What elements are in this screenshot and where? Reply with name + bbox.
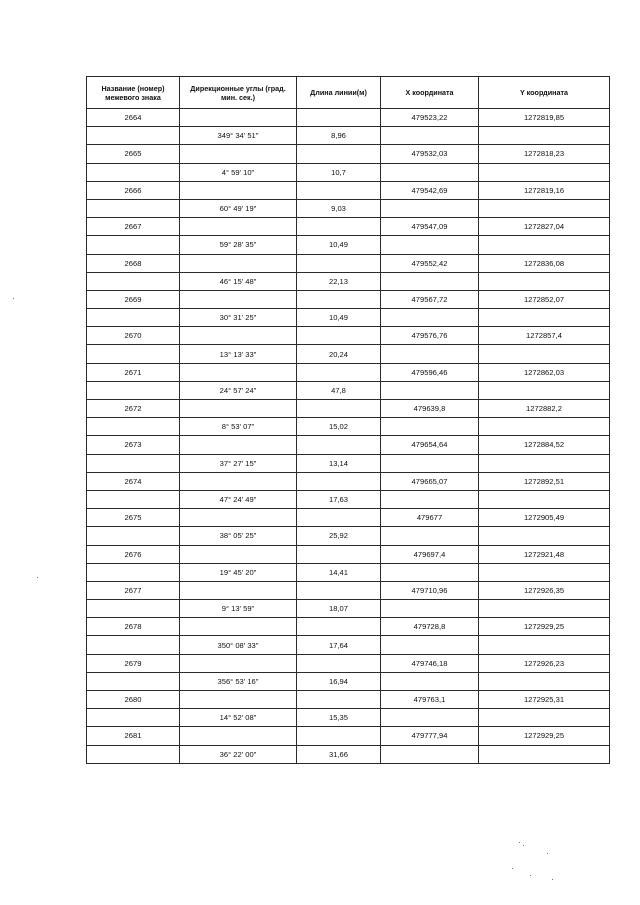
direction-angle-cell: 59° 28' 35" bbox=[180, 236, 297, 254]
empty-x-cell bbox=[381, 490, 479, 508]
segment-row bbox=[87, 600, 610, 618]
direction-angle-cell: 8° 53' 07" bbox=[180, 418, 297, 436]
scan-speck bbox=[37, 577, 38, 578]
scan-speck bbox=[530, 875, 531, 876]
empty-name-cell bbox=[87, 600, 180, 618]
point-row bbox=[87, 181, 610, 199]
empty-x-cell bbox=[381, 199, 479, 217]
empty-name-cell bbox=[87, 345, 180, 363]
header-y-coordinate: Y координата bbox=[479, 77, 610, 109]
point-row bbox=[87, 254, 610, 272]
segment-row bbox=[87, 563, 610, 581]
direction-angle-cell: 349° 34' 51" bbox=[180, 127, 297, 145]
x-coordinate-cell: 479677 bbox=[381, 509, 479, 527]
empty-name-cell bbox=[87, 563, 180, 581]
y-coordinate-cell: 1272882,2 bbox=[479, 400, 610, 418]
empty-length-cell bbox=[297, 254, 381, 272]
empty-length-cell bbox=[297, 472, 381, 490]
empty-name-cell bbox=[87, 127, 180, 145]
point-name-cell: 2681 bbox=[87, 727, 180, 745]
empty-name-cell bbox=[87, 636, 180, 654]
segment-row bbox=[87, 345, 610, 363]
empty-y-cell bbox=[479, 199, 610, 217]
point-row bbox=[87, 581, 610, 599]
empty-y-cell bbox=[479, 163, 610, 181]
line-length-cell: 17,64 bbox=[297, 636, 381, 654]
empty-name-cell bbox=[87, 490, 180, 508]
y-coordinate-cell: 1272929,25 bbox=[479, 727, 610, 745]
direction-angle-cell: 9° 13' 59" bbox=[180, 600, 297, 618]
empty-length-cell bbox=[297, 290, 381, 308]
y-coordinate-cell: 1272925,31 bbox=[479, 691, 610, 709]
empty-angle-cell bbox=[180, 218, 297, 236]
direction-angle-cell: 13° 13' 33" bbox=[180, 345, 297, 363]
point-name-cell: 2667 bbox=[87, 218, 180, 236]
empty-x-cell bbox=[381, 163, 479, 181]
y-coordinate-cell: 1272929,25 bbox=[479, 618, 610, 636]
empty-name-cell bbox=[87, 527, 180, 545]
point-row bbox=[87, 290, 610, 308]
empty-angle-cell bbox=[180, 254, 297, 272]
point-name-cell: 2668 bbox=[87, 254, 180, 272]
point-name-cell: 2677 bbox=[87, 581, 180, 599]
line-length-cell: 10,49 bbox=[297, 309, 381, 327]
point-name-cell: 2674 bbox=[87, 472, 180, 490]
y-coordinate-cell: 1272857,4 bbox=[479, 327, 610, 345]
empty-x-cell bbox=[381, 745, 479, 763]
x-coordinate-cell: 479697,4 bbox=[381, 545, 479, 563]
empty-length-cell bbox=[297, 436, 381, 454]
empty-angle-cell bbox=[180, 509, 297, 527]
empty-name-cell bbox=[87, 236, 180, 254]
direction-angle-cell: 37° 27' 15" bbox=[180, 454, 297, 472]
empty-length-cell bbox=[297, 618, 381, 636]
line-length-cell: 15,35 bbox=[297, 709, 381, 727]
empty-name-cell bbox=[87, 418, 180, 436]
table-body bbox=[87, 109, 610, 764]
point-name-cell: 2673 bbox=[87, 436, 180, 454]
x-coordinate-cell: 479746,18 bbox=[381, 654, 479, 672]
x-coordinate-cell: 479763,1 bbox=[381, 691, 479, 709]
segment-row bbox=[87, 199, 610, 217]
empty-angle-cell bbox=[180, 581, 297, 599]
line-length-cell: 14,41 bbox=[297, 563, 381, 581]
empty-length-cell bbox=[297, 181, 381, 199]
empty-x-cell bbox=[381, 454, 479, 472]
empty-angle-cell bbox=[180, 618, 297, 636]
line-length-cell: 10,49 bbox=[297, 236, 381, 254]
line-length-cell: 47,8 bbox=[297, 381, 381, 399]
direction-angle-cell: 14° 52' 08" bbox=[180, 709, 297, 727]
point-name-cell: 2669 bbox=[87, 290, 180, 308]
line-length-cell: 8,96 bbox=[297, 127, 381, 145]
empty-y-cell bbox=[479, 345, 610, 363]
empty-angle-cell bbox=[180, 109, 297, 127]
scan-speck bbox=[523, 845, 524, 846]
x-coordinate-cell: 479567,72 bbox=[381, 290, 479, 308]
boundary-coordinates-table bbox=[86, 76, 610, 764]
empty-x-cell bbox=[381, 309, 479, 327]
direction-angle-cell: 46° 15' 48" bbox=[180, 272, 297, 290]
point-row bbox=[87, 327, 610, 345]
empty-name-cell bbox=[87, 745, 180, 763]
line-length-cell: 20,24 bbox=[297, 345, 381, 363]
line-length-cell: 22,13 bbox=[297, 272, 381, 290]
scan-speck bbox=[13, 298, 14, 299]
direction-angle-cell: 38° 05' 25" bbox=[180, 527, 297, 545]
line-length-cell: 25,92 bbox=[297, 527, 381, 545]
x-coordinate-cell: 479523,22 bbox=[381, 109, 479, 127]
empty-y-cell bbox=[479, 527, 610, 545]
segment-row bbox=[87, 309, 610, 327]
empty-y-cell bbox=[479, 672, 610, 690]
y-coordinate-cell: 1272836,08 bbox=[479, 254, 610, 272]
x-coordinate-cell: 479654,64 bbox=[381, 436, 479, 454]
empty-y-cell bbox=[479, 745, 610, 763]
scan-speck bbox=[519, 842, 520, 843]
empty-length-cell bbox=[297, 545, 381, 563]
y-coordinate-cell: 1272905,49 bbox=[479, 509, 610, 527]
point-name-cell: 2679 bbox=[87, 654, 180, 672]
direction-angle-cell: 24° 57' 24" bbox=[180, 381, 297, 399]
empty-name-cell bbox=[87, 672, 180, 690]
point-name-cell: 2672 bbox=[87, 400, 180, 418]
empty-angle-cell bbox=[180, 545, 297, 563]
point-row bbox=[87, 109, 610, 127]
empty-name-cell bbox=[87, 272, 180, 290]
point-row bbox=[87, 218, 610, 236]
x-coordinate-cell: 479576,76 bbox=[381, 327, 479, 345]
segment-row bbox=[87, 527, 610, 545]
line-length-cell: 17,63 bbox=[297, 490, 381, 508]
x-coordinate-cell: 479710,96 bbox=[381, 581, 479, 599]
empty-name-cell bbox=[87, 199, 180, 217]
line-length-cell: 9,03 bbox=[297, 199, 381, 217]
empty-angle-cell bbox=[180, 691, 297, 709]
empty-y-cell bbox=[479, 236, 610, 254]
y-coordinate-cell: 1272819,16 bbox=[479, 181, 610, 199]
header-direction-angle: Дирекционные углы (град. мин. сек.) bbox=[180, 77, 297, 109]
empty-x-cell bbox=[381, 381, 479, 399]
empty-name-cell bbox=[87, 309, 180, 327]
segment-row bbox=[87, 454, 610, 472]
empty-length-cell bbox=[297, 327, 381, 345]
direction-angle-cell: 47° 24' 49" bbox=[180, 490, 297, 508]
empty-length-cell bbox=[297, 218, 381, 236]
x-coordinate-cell: 479777,94 bbox=[381, 727, 479, 745]
scan-speck bbox=[547, 853, 548, 854]
direction-angle-cell: 356° 53' 16" bbox=[180, 672, 297, 690]
empty-y-cell bbox=[479, 600, 610, 618]
point-row bbox=[87, 727, 610, 745]
empty-name-cell bbox=[87, 381, 180, 399]
empty-x-cell bbox=[381, 272, 479, 290]
point-row bbox=[87, 436, 610, 454]
empty-x-cell bbox=[381, 709, 479, 727]
empty-length-cell bbox=[297, 400, 381, 418]
y-coordinate-cell: 1272818,23 bbox=[479, 145, 610, 163]
empty-y-cell bbox=[479, 381, 610, 399]
empty-x-cell bbox=[381, 672, 479, 690]
y-coordinate-cell: 1272892,51 bbox=[479, 472, 610, 490]
direction-angle-cell: 36° 22' 00" bbox=[180, 745, 297, 763]
scan-speck bbox=[552, 879, 553, 880]
line-length-cell: 18,07 bbox=[297, 600, 381, 618]
segment-row bbox=[87, 418, 610, 436]
segment-row bbox=[87, 636, 610, 654]
y-coordinate-cell: 1272819,85 bbox=[479, 109, 610, 127]
empty-length-cell bbox=[297, 509, 381, 527]
point-row bbox=[87, 618, 610, 636]
empty-length-cell bbox=[297, 109, 381, 127]
table-header-row bbox=[87, 77, 610, 109]
empty-length-cell bbox=[297, 145, 381, 163]
line-length-cell: 13,14 bbox=[297, 454, 381, 472]
empty-y-cell bbox=[479, 709, 610, 727]
empty-y-cell bbox=[479, 454, 610, 472]
x-coordinate-cell: 479542,69 bbox=[381, 181, 479, 199]
point-name-cell: 2671 bbox=[87, 363, 180, 381]
segment-row bbox=[87, 672, 610, 690]
empty-length-cell bbox=[297, 691, 381, 709]
direction-angle-cell: 30° 31' 25" bbox=[180, 309, 297, 327]
empty-x-cell bbox=[381, 527, 479, 545]
empty-x-cell bbox=[381, 600, 479, 618]
segment-row bbox=[87, 272, 610, 290]
line-length-cell: 16,94 bbox=[297, 672, 381, 690]
empty-name-cell bbox=[87, 454, 180, 472]
y-coordinate-cell: 1272926,23 bbox=[479, 654, 610, 672]
empty-x-cell bbox=[381, 636, 479, 654]
point-name-cell: 2670 bbox=[87, 327, 180, 345]
header-line-length: Длина линии(м) bbox=[297, 77, 381, 109]
y-coordinate-cell: 1272852,07 bbox=[479, 290, 610, 308]
empty-angle-cell bbox=[180, 327, 297, 345]
segment-row bbox=[87, 709, 610, 727]
point-row bbox=[87, 545, 610, 563]
point-name-cell: 2665 bbox=[87, 145, 180, 163]
header-x-coordinate: X координата bbox=[381, 77, 479, 109]
line-length-cell: 10,7 bbox=[297, 163, 381, 181]
point-row bbox=[87, 691, 610, 709]
direction-angle-cell: 350° 08' 33" bbox=[180, 636, 297, 654]
empty-y-cell bbox=[479, 636, 610, 654]
empty-y-cell bbox=[479, 563, 610, 581]
empty-x-cell bbox=[381, 236, 479, 254]
point-row bbox=[87, 654, 610, 672]
scan-speck bbox=[512, 868, 513, 869]
x-coordinate-cell: 479596,46 bbox=[381, 363, 479, 381]
y-coordinate-cell: 1272884,52 bbox=[479, 436, 610, 454]
empty-x-cell bbox=[381, 563, 479, 581]
segment-row bbox=[87, 127, 610, 145]
y-coordinate-cell: 1272926,35 bbox=[479, 581, 610, 599]
y-coordinate-cell: 1272921,48 bbox=[479, 545, 610, 563]
empty-angle-cell bbox=[180, 472, 297, 490]
segment-row bbox=[87, 745, 610, 763]
empty-length-cell bbox=[297, 581, 381, 599]
segment-row bbox=[87, 381, 610, 399]
empty-length-cell bbox=[297, 363, 381, 381]
direction-angle-cell: 19° 45' 20" bbox=[180, 563, 297, 581]
x-coordinate-cell: 479547,09 bbox=[381, 218, 479, 236]
segment-row bbox=[87, 490, 610, 508]
empty-name-cell bbox=[87, 709, 180, 727]
empty-angle-cell bbox=[180, 436, 297, 454]
empty-y-cell bbox=[479, 418, 610, 436]
x-coordinate-cell: 479728,8 bbox=[381, 618, 479, 636]
empty-y-cell bbox=[479, 272, 610, 290]
empty-angle-cell bbox=[180, 145, 297, 163]
point-name-cell: 2675 bbox=[87, 509, 180, 527]
point-name-cell: 2680 bbox=[87, 691, 180, 709]
empty-length-cell bbox=[297, 654, 381, 672]
empty-length-cell bbox=[297, 727, 381, 745]
line-length-cell: 31,66 bbox=[297, 745, 381, 763]
empty-angle-cell bbox=[180, 290, 297, 308]
y-coordinate-cell: 1272862,03 bbox=[479, 363, 610, 381]
point-name-cell: 2678 bbox=[87, 618, 180, 636]
header-point-name: Название (номер) межевого знака bbox=[87, 77, 180, 109]
empty-x-cell bbox=[381, 345, 479, 363]
empty-angle-cell bbox=[180, 400, 297, 418]
empty-angle-cell bbox=[180, 654, 297, 672]
segment-row bbox=[87, 163, 610, 181]
empty-angle-cell bbox=[180, 181, 297, 199]
point-row bbox=[87, 509, 610, 527]
x-coordinate-cell: 479639,8 bbox=[381, 400, 479, 418]
empty-y-cell bbox=[479, 127, 610, 145]
empty-y-cell bbox=[479, 490, 610, 508]
direction-angle-cell: 4° 59' 10" bbox=[180, 163, 297, 181]
point-name-cell: 2676 bbox=[87, 545, 180, 563]
point-row bbox=[87, 363, 610, 381]
empty-y-cell bbox=[479, 309, 610, 327]
y-coordinate-cell: 1272827,04 bbox=[479, 218, 610, 236]
empty-name-cell bbox=[87, 163, 180, 181]
point-name-cell: 2664 bbox=[87, 109, 180, 127]
x-coordinate-cell: 479665,07 bbox=[381, 472, 479, 490]
point-row bbox=[87, 145, 610, 163]
empty-angle-cell bbox=[180, 727, 297, 745]
point-row bbox=[87, 400, 610, 418]
empty-angle-cell bbox=[180, 363, 297, 381]
empty-x-cell bbox=[381, 127, 479, 145]
empty-x-cell bbox=[381, 418, 479, 436]
point-name-cell: 2666 bbox=[87, 181, 180, 199]
point-row bbox=[87, 472, 610, 490]
direction-angle-cell: 60° 49' 19" bbox=[180, 199, 297, 217]
x-coordinate-cell: 479552,42 bbox=[381, 254, 479, 272]
segment-row bbox=[87, 236, 610, 254]
line-length-cell: 15,02 bbox=[297, 418, 381, 436]
x-coordinate-cell: 479532,03 bbox=[381, 145, 479, 163]
